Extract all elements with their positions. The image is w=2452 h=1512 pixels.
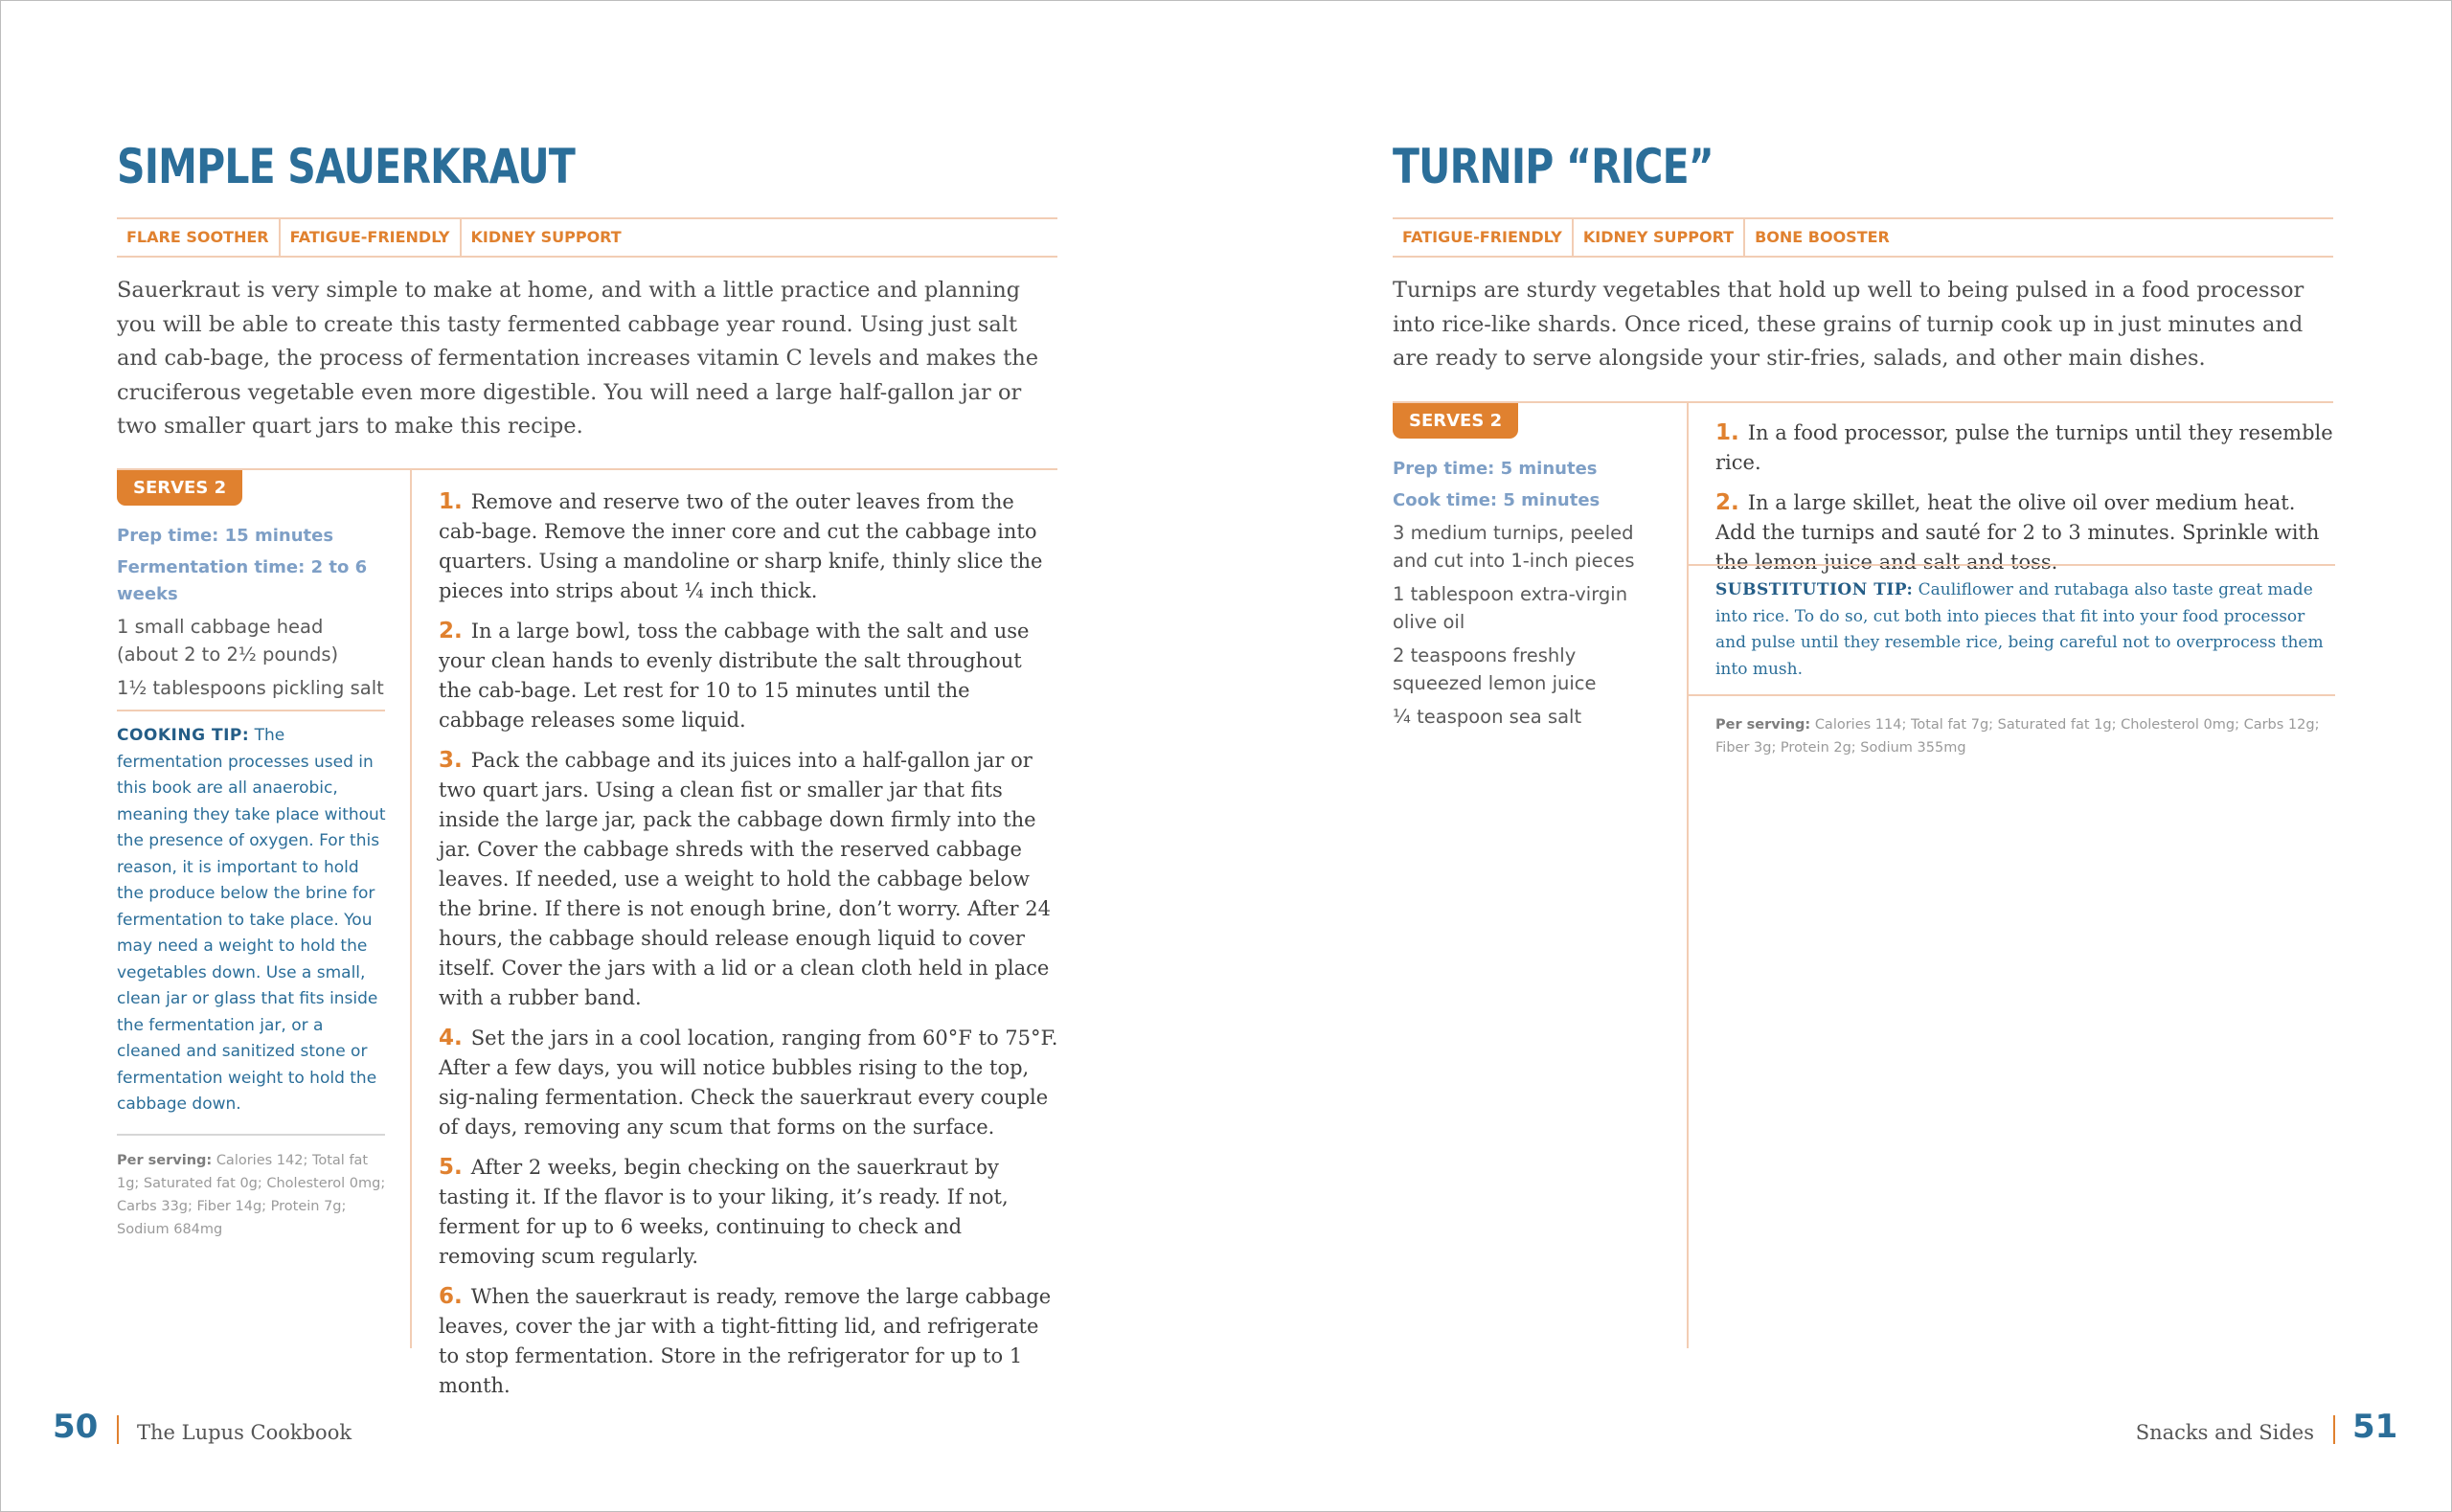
recipe-intro: Turnips are sturdy vegetables that hold up well to being pulsed in a food processor into rice-like shards. Once riced, these grains of turnip cook up in just minutes and are ready to serve alongside your stir-fries, salads, and other main dishes. [1393, 278, 2304, 371]
step [439, 1024, 1059, 1142]
step-number: 5. [439, 1155, 463, 1180]
tag: BONE BOOSTER [1755, 228, 1890, 246]
ingredient: 1 small cabbage head (about 2 to 2½ pounds) [117, 616, 339, 666]
cook-time: Cook time: 5 minutes [1393, 490, 1601, 510]
step-text: After 2 weeks, begin checking on the sauerkraut by tasting it. If the flavor is to your liking, it’s ready. If not, ferment for up to 6 weeks, continuing to check and removing scum regularly. [439, 1156, 1009, 1268]
tip-label: SUBSTITUTION TIP: [1715, 580, 1914, 599]
nutrition-label: Per serving: [1715, 717, 1811, 733]
step-number: 6. [439, 1284, 463, 1309]
step-number: 3. [439, 748, 463, 773]
nutrition-text: Calories 114; Total fat 7g; Saturated fat 1g; Cholesterol 0mg; Carbs 12g; Fiber 3g; Protein 2g; Sodium 355mg [1715, 717, 2320, 756]
tag: KIDNEY SUPPORT [470, 228, 622, 246]
divider [117, 710, 385, 711]
running-head: The Lupus Cookbook [137, 1421, 352, 1444]
page-number: 50 [53, 1408, 99, 1446]
ingredient: 1 tablespoon extra-virgin olive oil [1393, 583, 1628, 633]
step-text: In a food processor, pulse the turnips until they resemble rice. [1715, 421, 2333, 474]
nutrition-info [1715, 713, 2333, 759]
tag: FLARE SOOTHER [117, 219, 281, 256]
substitution-tip [1715, 577, 2333, 683]
step-text: In a large skillet, heat the olive oil over medium heat. Add the turnips and sauté for 2 to 3 minutes. Sprinkle with the lemon juice and salt and toss. [1715, 491, 2320, 574]
prep-time: Prep time: 5 minutes [1393, 459, 1598, 479]
recipe-sidebar [117, 523, 389, 1241]
step-number: 1. [1715, 420, 1739, 445]
tip-text: Cauliflower and rutabaga also taste great made into rice. To do so, cut both into pieces that fit into your food processor and pulse until they resemble rice, being careful not to overprocess them into mush. [1715, 580, 2324, 679]
tag: FATIGUE-FRIENDLY [1393, 219, 1574, 256]
recipe-intro: Sauerkraut is very simple to make at home, and with a little practice and planning you will be able to create this tasty fermented cabbage year round. Using just salt and cab-bage, the process of fermentation increases vitamin C levels and makes the cruciferous vegetable even more digestible. You will need a large half-gallon jar or two smaller quart jars to make this recipe. [117, 278, 1039, 439]
ingredient: 3 medium turnips, peeled and cut into 1-inch pieces [1393, 522, 1635, 572]
tip-text: The fermentation processes used in this book are all anaerobic, meaning they take place without the presence of oxygen. For this reason, it is important to hold the produce below the brine for fermentation to take place. You may need a weight to hold the vegetables down. Use a small, clean jar or glass that fits inside the fermentation jar, or a cleaned and sanitized stone or fermentation weight to hold the cabbage down. [117, 726, 386, 1114]
tag: KIDNEY SUPPORT [1574, 219, 1745, 256]
tag: FATIGUE-FRIENDLY [281, 219, 462, 256]
step-text: Remove and reserve two of the outer leaves from the cab-bage. Remove the inner core and cut the cabbage into quarters. Using a mandoline or sharp knife, thinly slice the pieces into strips about ¼ inch thick. [439, 490, 1043, 602]
column-divider [410, 469, 412, 1348]
ingredient: 1½ tablespoons pickling salt [117, 677, 384, 699]
prep-time: Prep time: 15 minutes [117, 526, 334, 546]
ingredient: 2 teaspoons freshly squeezed lemon juice [1393, 644, 1597, 694]
step-number: 2. [1715, 490, 1739, 515]
step-text: When the sauerkraut is ready, remove the large cabbage leaves, cover the jar with a tight-fitting lid, and refrigerate to stop fermentation. Store in the refrigerator for up to 1 month. [439, 1285, 1052, 1397]
folio-separator [2333, 1415, 2335, 1444]
step [439, 746, 1059, 1013]
cooking-tip [117, 723, 389, 1118]
folio-separator [117, 1415, 119, 1444]
divider [1688, 694, 2335, 696]
step [1715, 418, 2336, 478]
divider [1393, 401, 2333, 403]
step-number: 2. [439, 619, 463, 643]
recipe-title: TURNIP “RICE” [1393, 139, 1714, 194]
nutrition-info [117, 1149, 389, 1241]
step-text: In a large bowl, toss the cabbage with the salt and use your clean hands to evenly distribute the salt throughout the cab-bage. Let rest for 10 to 15 minutes until the cabbage releases some liquid. [439, 620, 1030, 732]
running-head: Snacks and Sides [2135, 1421, 2314, 1444]
tag-bar [1393, 217, 2333, 258]
recipe-title: SIMPLE SAUERKRAUT [117, 139, 576, 194]
recipe-steps [1715, 418, 2336, 588]
serves-badge: SERVES 2 [117, 470, 242, 506]
step-number: 1. [439, 489, 463, 514]
ingredient: ¼ teaspoon sea salt [1393, 706, 1582, 728]
step [439, 617, 1059, 735]
right-page [1226, 0, 2452, 1512]
recipe-steps [439, 487, 1059, 1411]
divider [1688, 564, 2335, 566]
step-text: Set the jars in a cool location, ranging from 60°F to 75°F. After a few days, you will notice bubbles rising to the top, sig-naling fermentation. Check the sauerkraut every couple of days, removing any scum that forms on the surface. [439, 1027, 1058, 1139]
serves-badge: SERVES 2 [1393, 403, 1518, 439]
tip-label: COOKING TIP: [117, 726, 250, 745]
step [439, 487, 1059, 606]
step [439, 1153, 1059, 1272]
step-text: Pack the cabbage and its juices into a half-gallon jar or two quart jars. Using a clean fist or smaller jar that fits inside the large jar, pack the cabbage down firmly into the jar. Cover the cabbage shreds with the reserved cabbage leaves. If needed, use a weight to hold the cabbage below the brine. If there is not enough brine, don’t worry. After 24 hours, the cabbage should release enough liquid to cover itself. Cover the jars with a lid or a clean cloth held in place with a rubber band. [439, 749, 1051, 1009]
tag-bar [117, 217, 1057, 258]
recipe-sidebar [1393, 456, 1669, 736]
divider [117, 468, 1057, 470]
column-divider [1687, 402, 1689, 1348]
page-number: 51 [2352, 1408, 2398, 1446]
step-number: 4. [439, 1026, 463, 1050]
divider [117, 1134, 385, 1136]
fermentation-time: Fermentation time: 2 to 6 weeks [117, 557, 368, 604]
nutrition-label: Per serving: [117, 1152, 213, 1168]
step [439, 1282, 1059, 1401]
nutrition-text: Calories 142; Total fat 1g; Saturated fat 0g; Cholesterol 0mg; Carbs 33g; Fiber 14g; Protein 7g; Sodium 684mg [117, 1152, 386, 1237]
